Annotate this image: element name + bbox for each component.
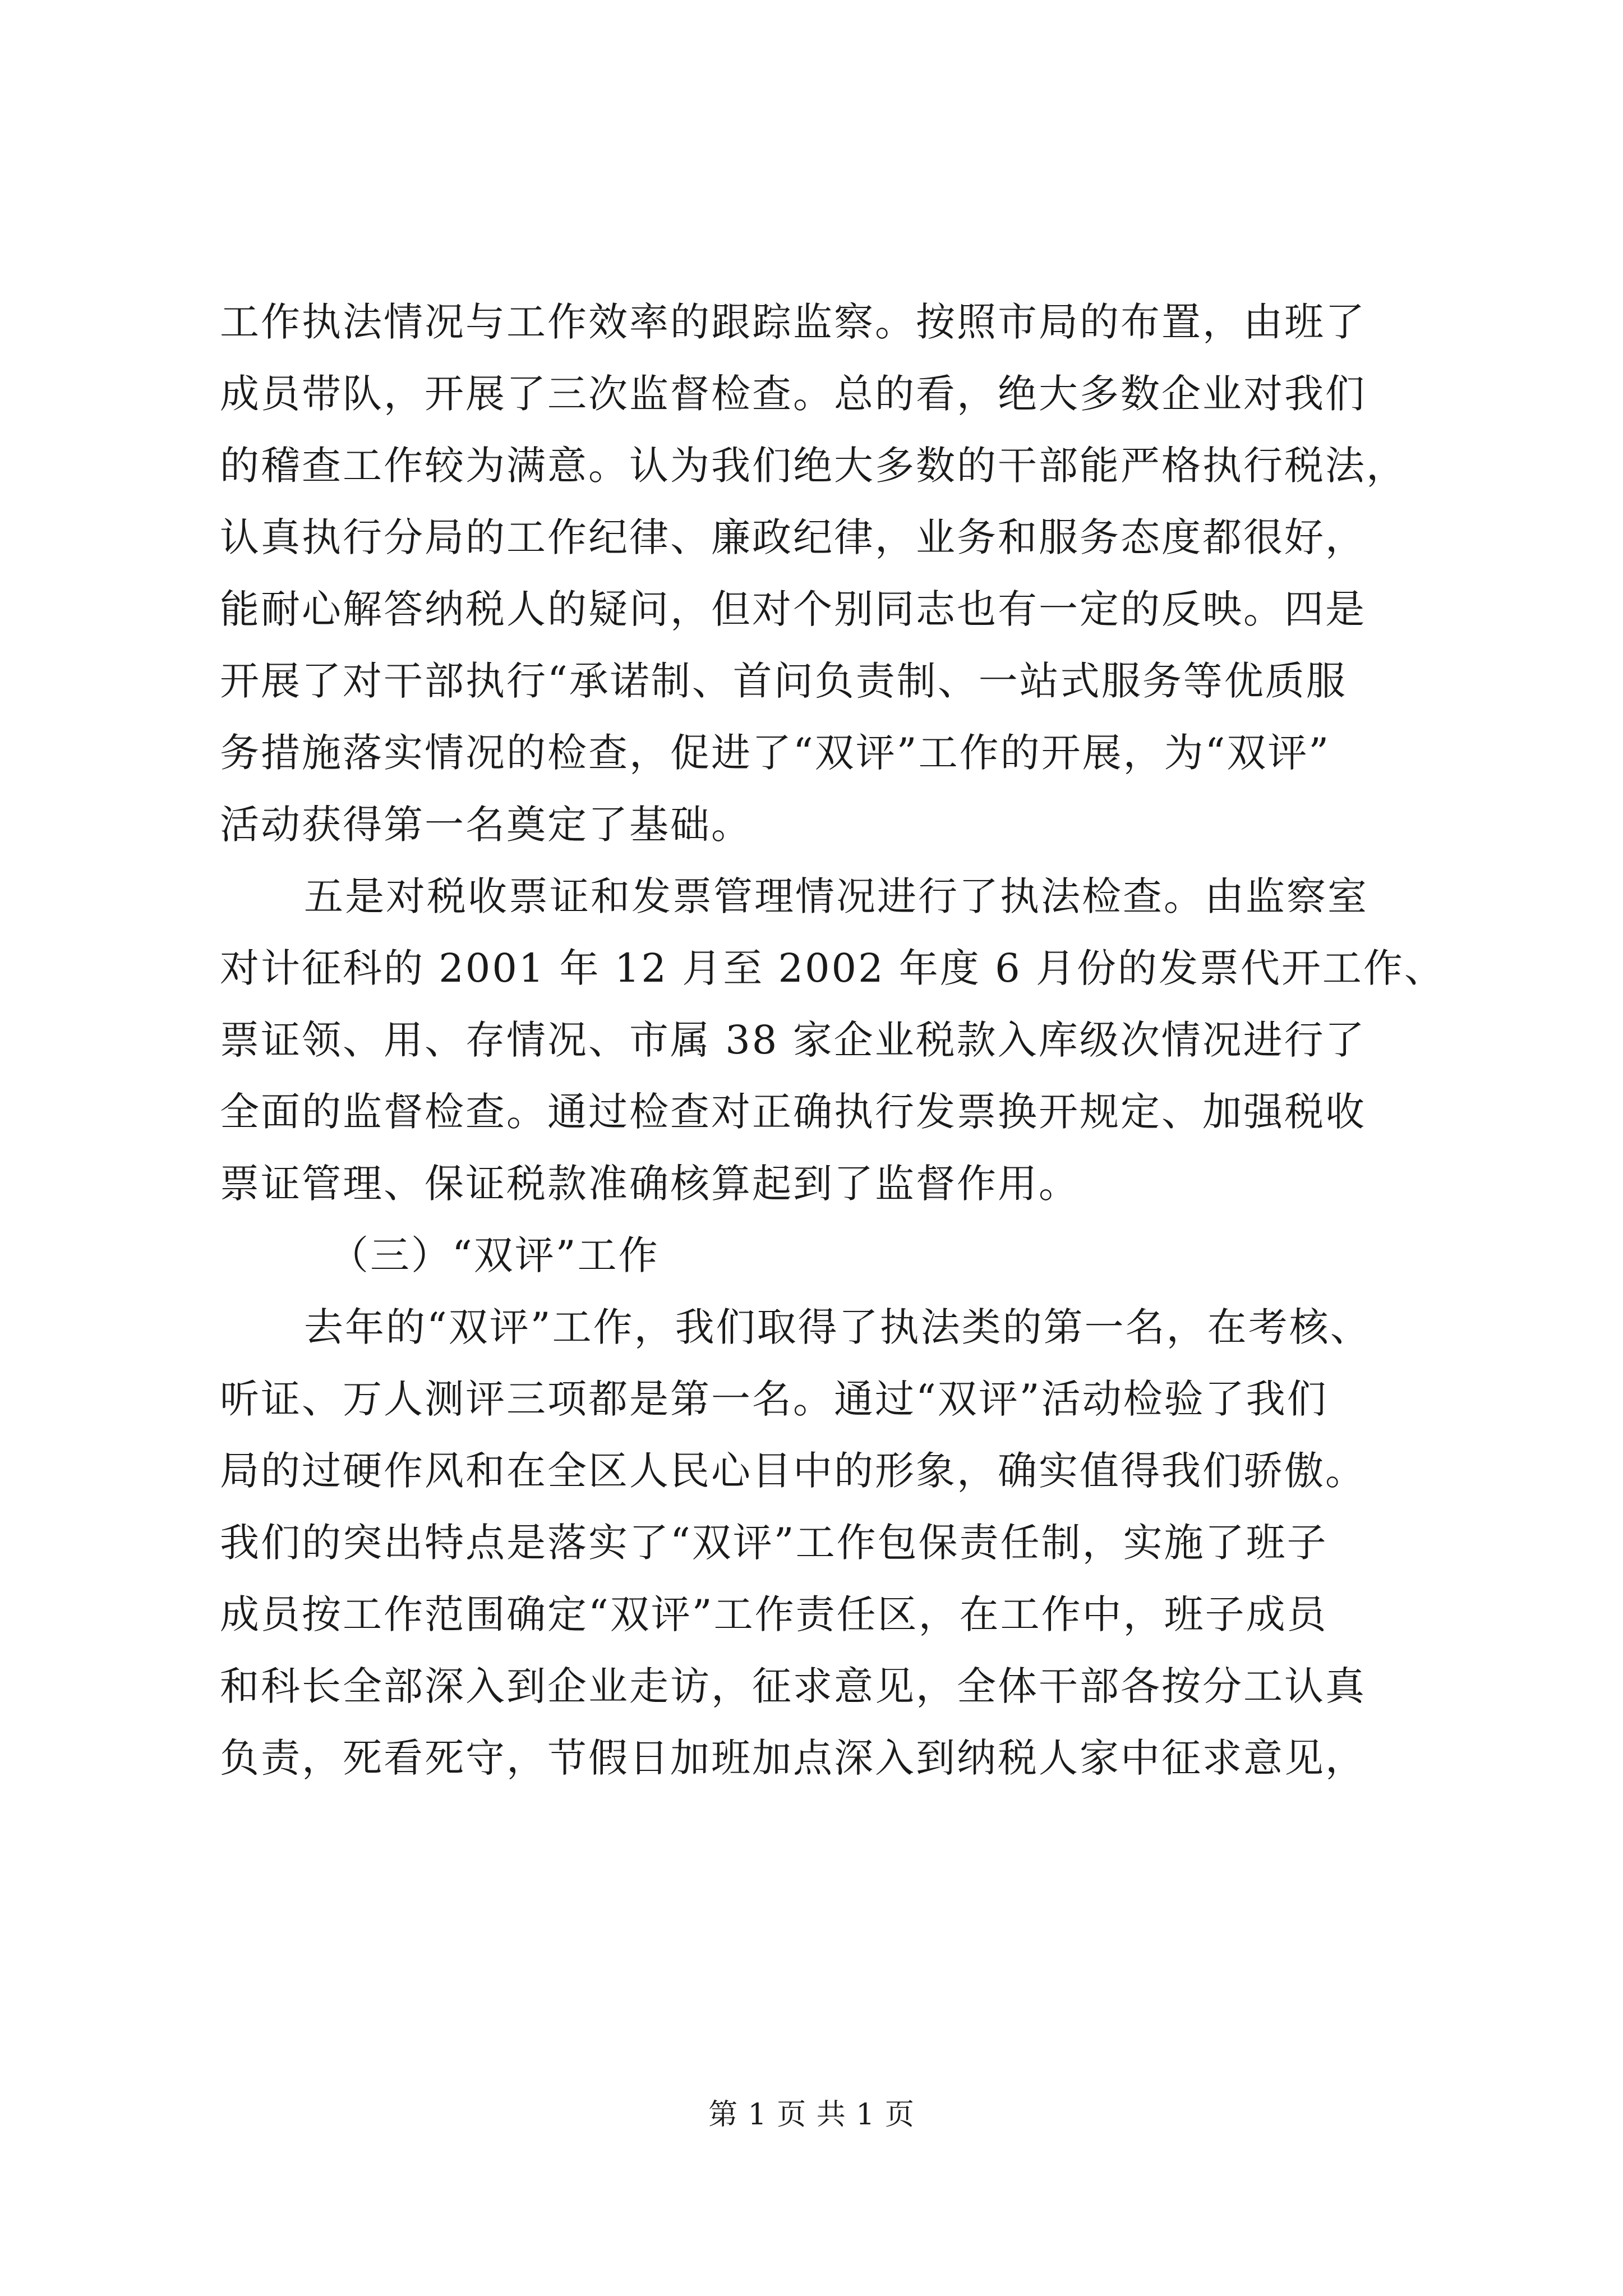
- paragraph-start-line: 五是对税收票证和发票管理情况进行了执法检查。由监察室: [304, 873, 1368, 919]
- text-line: 和科长全部深入到企业走访，征求意见，全体干部各按分工认真: [220, 1663, 1366, 1709]
- text-line: 成员按工作范围确定“双评”工作责任区，在工作中，班子成员: [220, 1591, 1328, 1637]
- text-line: 能耐心解答纳税人的疑问，但对个别同志也有一定的反映。四是: [220, 586, 1366, 632]
- text-line: 务措施落实情况的检查，促进了“双评”工作的开展，为“双评”: [220, 730, 1331, 776]
- text-line: 开展了对干部执行“承诺制、首问负责制、一站式服务等优质服: [220, 658, 1347, 704]
- text-line: 全面的监督检查。通过检查对正确执行发票换开规定、加强税收: [220, 1089, 1366, 1135]
- page-number-footer: 第 1 页 共 1 页: [708, 2098, 915, 2132]
- text-line: 我们的突出特点是落实了“双评”工作包保责任制，实施了班子: [220, 1520, 1328, 1566]
- text-line: 的稽查工作较为满意。认为我们绝大多数的干部能严格执行税法，: [220, 443, 1407, 489]
- text-line: 局的过硬作风和在全区人民心目中的形象，确实值得我们骄傲。: [220, 1448, 1366, 1494]
- text-line: 工作执法情况与工作效率的跟踪监察。按照市局的布置，由班了: [220, 299, 1366, 345]
- document-body: [220, 286, 1487, 1794]
- text-line: 听证、万人测评三项都是第一名。通过“双评”活动检验了我们: [220, 1376, 1328, 1422]
- text-line: 票证管理、保证税款准确核算起到了监督作用。: [220, 1161, 1080, 1207]
- text-line: 票证领、用、存情况、市属 38 家企业税款入库级次情况进行了: [220, 1017, 1366, 1063]
- text-line: 认真执行分局的工作纪律、廉政纪律，业务和服务态度都很好，: [220, 514, 1366, 560]
- text-line: 活动获得第一名奠定了基础。: [220, 802, 752, 848]
- text-line: 对计征科的 2001 年 12 月至 2002 年度 6 月份的发票代开工作、: [220, 945, 1445, 991]
- paragraph-start-line: 去年的“双评”工作，我们取得了执法类的第一名，在考核、: [304, 1304, 1371, 1350]
- section-heading: （三）“双评”工作: [329, 1232, 660, 1278]
- text-line: 负责，死看死守，节假日加班加点深入到纳税人家中征求意见，: [220, 1735, 1366, 1781]
- text-line: 成员带队，开展了三次监督检查。总的看，绝大多数企业对我们: [220, 371, 1366, 417]
